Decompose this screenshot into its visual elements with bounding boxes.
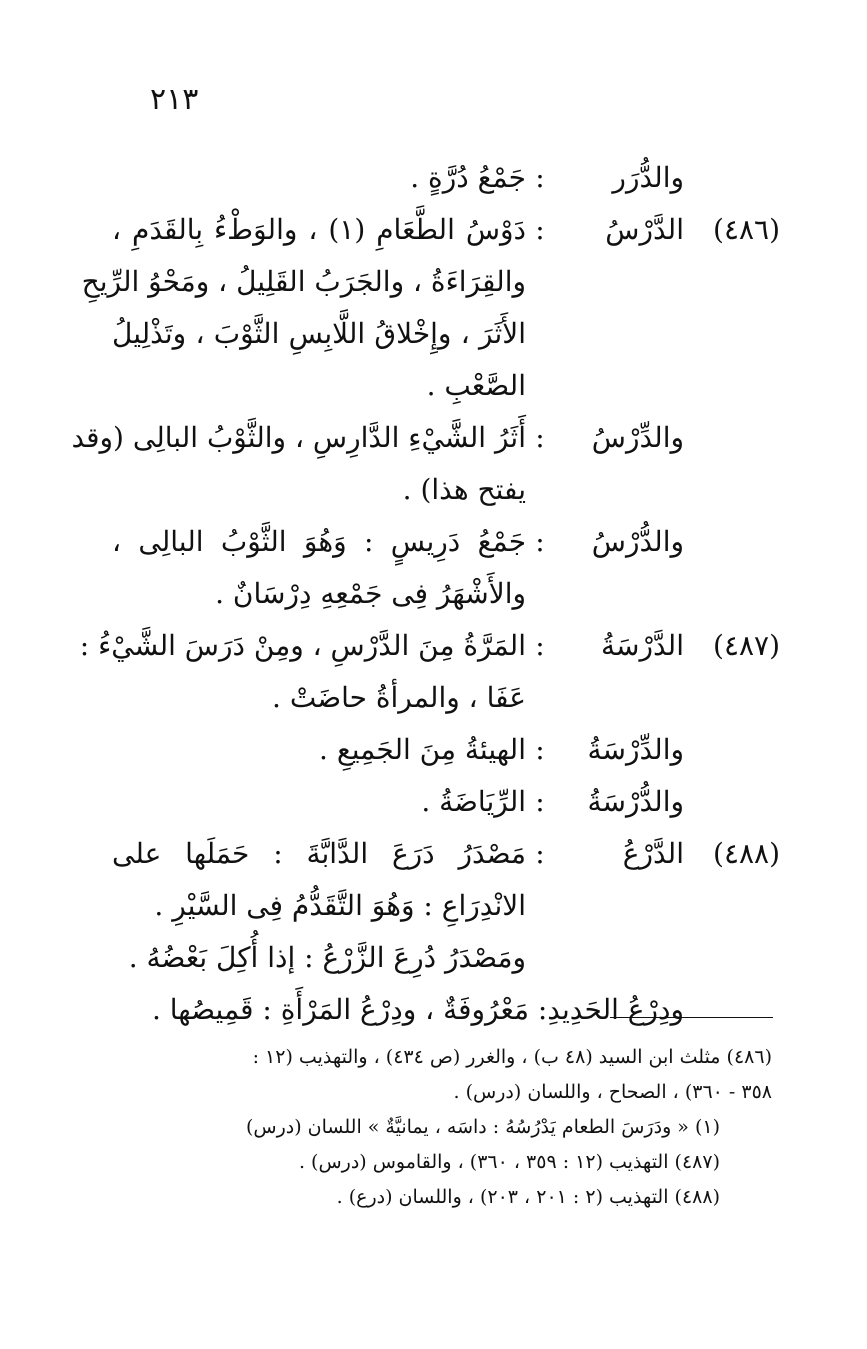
definition-line: والأَشْهَرُ فِى جَمْعِهِ دِرْسَانٌ . bbox=[215, 577, 526, 610]
separator-colon: : bbox=[535, 837, 545, 870]
dictionary-entry bbox=[112, 724, 772, 776]
definition-line: ومَصْدَرُ دُرِعَ الزَّرْعُ : إذا أُكِلَ بَعْضُهُ . bbox=[128, 941, 526, 974]
footnote-line: ٣٥٨ - ٣٦٠) ، الصحاح ، واللسان (درس) . bbox=[453, 1081, 772, 1103]
definition-line: الانْدِرَاعِ : وَهُوَ التَّقَدُّمُ فِى السَّيْرِ . bbox=[154, 889, 526, 922]
entry-number: (٤٨٨) bbox=[713, 837, 780, 870]
definition-line: أَثَرُ الشَّيْءِ الدَّارِسِ ، والثَّوْبُ البالِى (وقد bbox=[71, 421, 526, 454]
definition-line: الهيئةُ مِنَ الجَمِيعِ . bbox=[319, 733, 526, 766]
footnote-line: (١) « ودَرَسَ الطعام يَدْرُسُهُ : داسَه ، يمانيَّةٌ » اللسان (درس) bbox=[245, 1116, 720, 1138]
definition-line: يفتح هذا) . bbox=[402, 473, 526, 506]
separator-colon: : bbox=[535, 785, 545, 818]
separator-colon: : bbox=[535, 629, 545, 662]
definition-line: جَمْعُ دَرِيسٍ : وَهُوَ الثَّوْبُ البالِى ، bbox=[112, 525, 526, 558]
headword: الدَّرْعُ bbox=[622, 837, 684, 870]
headword: والدِّرْسُ bbox=[591, 421, 684, 454]
footnote-divider bbox=[610, 1017, 773, 1018]
headword: والدِّرْسَةُ bbox=[587, 733, 684, 766]
page-number: ٢١٣ bbox=[150, 82, 199, 117]
separator-colon: : bbox=[535, 421, 545, 454]
separator-colon: : bbox=[535, 525, 545, 558]
definition-line: ودِرْعُ الحَدِيدِ: مَعْرُوفَةٌ ، ودِرْعُ المَرْأَةِ : قَمِيصُها . bbox=[151, 993, 684, 1026]
definition-line: مَصْدَرُ دَرَعَ الدَّابَّةَ : حَمَلَها على bbox=[112, 837, 526, 870]
entry-number: (٤٨٦) bbox=[713, 213, 780, 246]
footnote-line: (٤٨٧) التهذيب (١٢ : ٣٥٩ ، ٣٦٠) ، والقاموس (درس) . bbox=[298, 1151, 720, 1173]
definition-line: الصَّعْبِ . bbox=[426, 369, 526, 402]
headword: والدُّرْسَةُ bbox=[587, 785, 684, 818]
dictionary-entry bbox=[79, 620, 780, 724]
headword: الدَّرْسُ bbox=[605, 213, 684, 246]
headword: الدَّرْسَةُ bbox=[600, 629, 684, 662]
definition-line: الرِّيَاضَةُ . bbox=[421, 785, 526, 818]
footnote-line: (٤٨٨) التهذيب (٢ : ٢٠١ ، ٢٠٣) ، واللسان (درع) . bbox=[336, 1186, 720, 1208]
headword: والدُّرْسُ bbox=[591, 525, 684, 558]
separator-colon: : bbox=[535, 733, 545, 766]
definition-line: المَرَّةُ مِنَ الدَّرْسِ ، ومِنْ دَرَسَ الشَّيْءُ : bbox=[79, 629, 526, 662]
separator-colon: : bbox=[535, 161, 545, 194]
dictionary-entry bbox=[112, 152, 772, 204]
dictionary-entry bbox=[112, 828, 780, 1036]
definition-line: والقِرَاءَةُ ، والجَرَبُ القَلِيلُ ، ومَحْوُ الرِّيحِ bbox=[81, 265, 526, 298]
definition-line: عَفَا ، والمرأةُ حاضَتْ . bbox=[272, 681, 526, 714]
dictionary-entry bbox=[112, 516, 772, 620]
dictionary-entry bbox=[112, 776, 772, 828]
separator-colon: : bbox=[535, 213, 545, 246]
definition-line: الأَثَرَ ، وإِخْلاقُ اللَّابِسِ الثَّوْبَ ، وتَذْلِيلُ bbox=[112, 317, 526, 350]
dictionary-entries bbox=[71, 152, 780, 1036]
definition-line: جَمْعُ دُرَّةٍ . bbox=[410, 161, 526, 194]
footnotes bbox=[102, 1040, 772, 1215]
entry-number: (٤٨٧) bbox=[713, 629, 780, 662]
headword: والدُّرَر bbox=[612, 161, 684, 194]
footnote-line: (٤٨٦) مثلث ابن السيد (٤٨ ب) ، والغرر (ص ٤٣٤) ، والتهذيب (١٢ : bbox=[252, 1046, 772, 1068]
dictionary-entry bbox=[71, 412, 772, 516]
definition-line: دَوْسُ الطَّعَامِ (١) ، والوَطْءُ بِالقَدَمِ ، bbox=[112, 213, 526, 246]
dictionary-entry bbox=[81, 204, 780, 412]
